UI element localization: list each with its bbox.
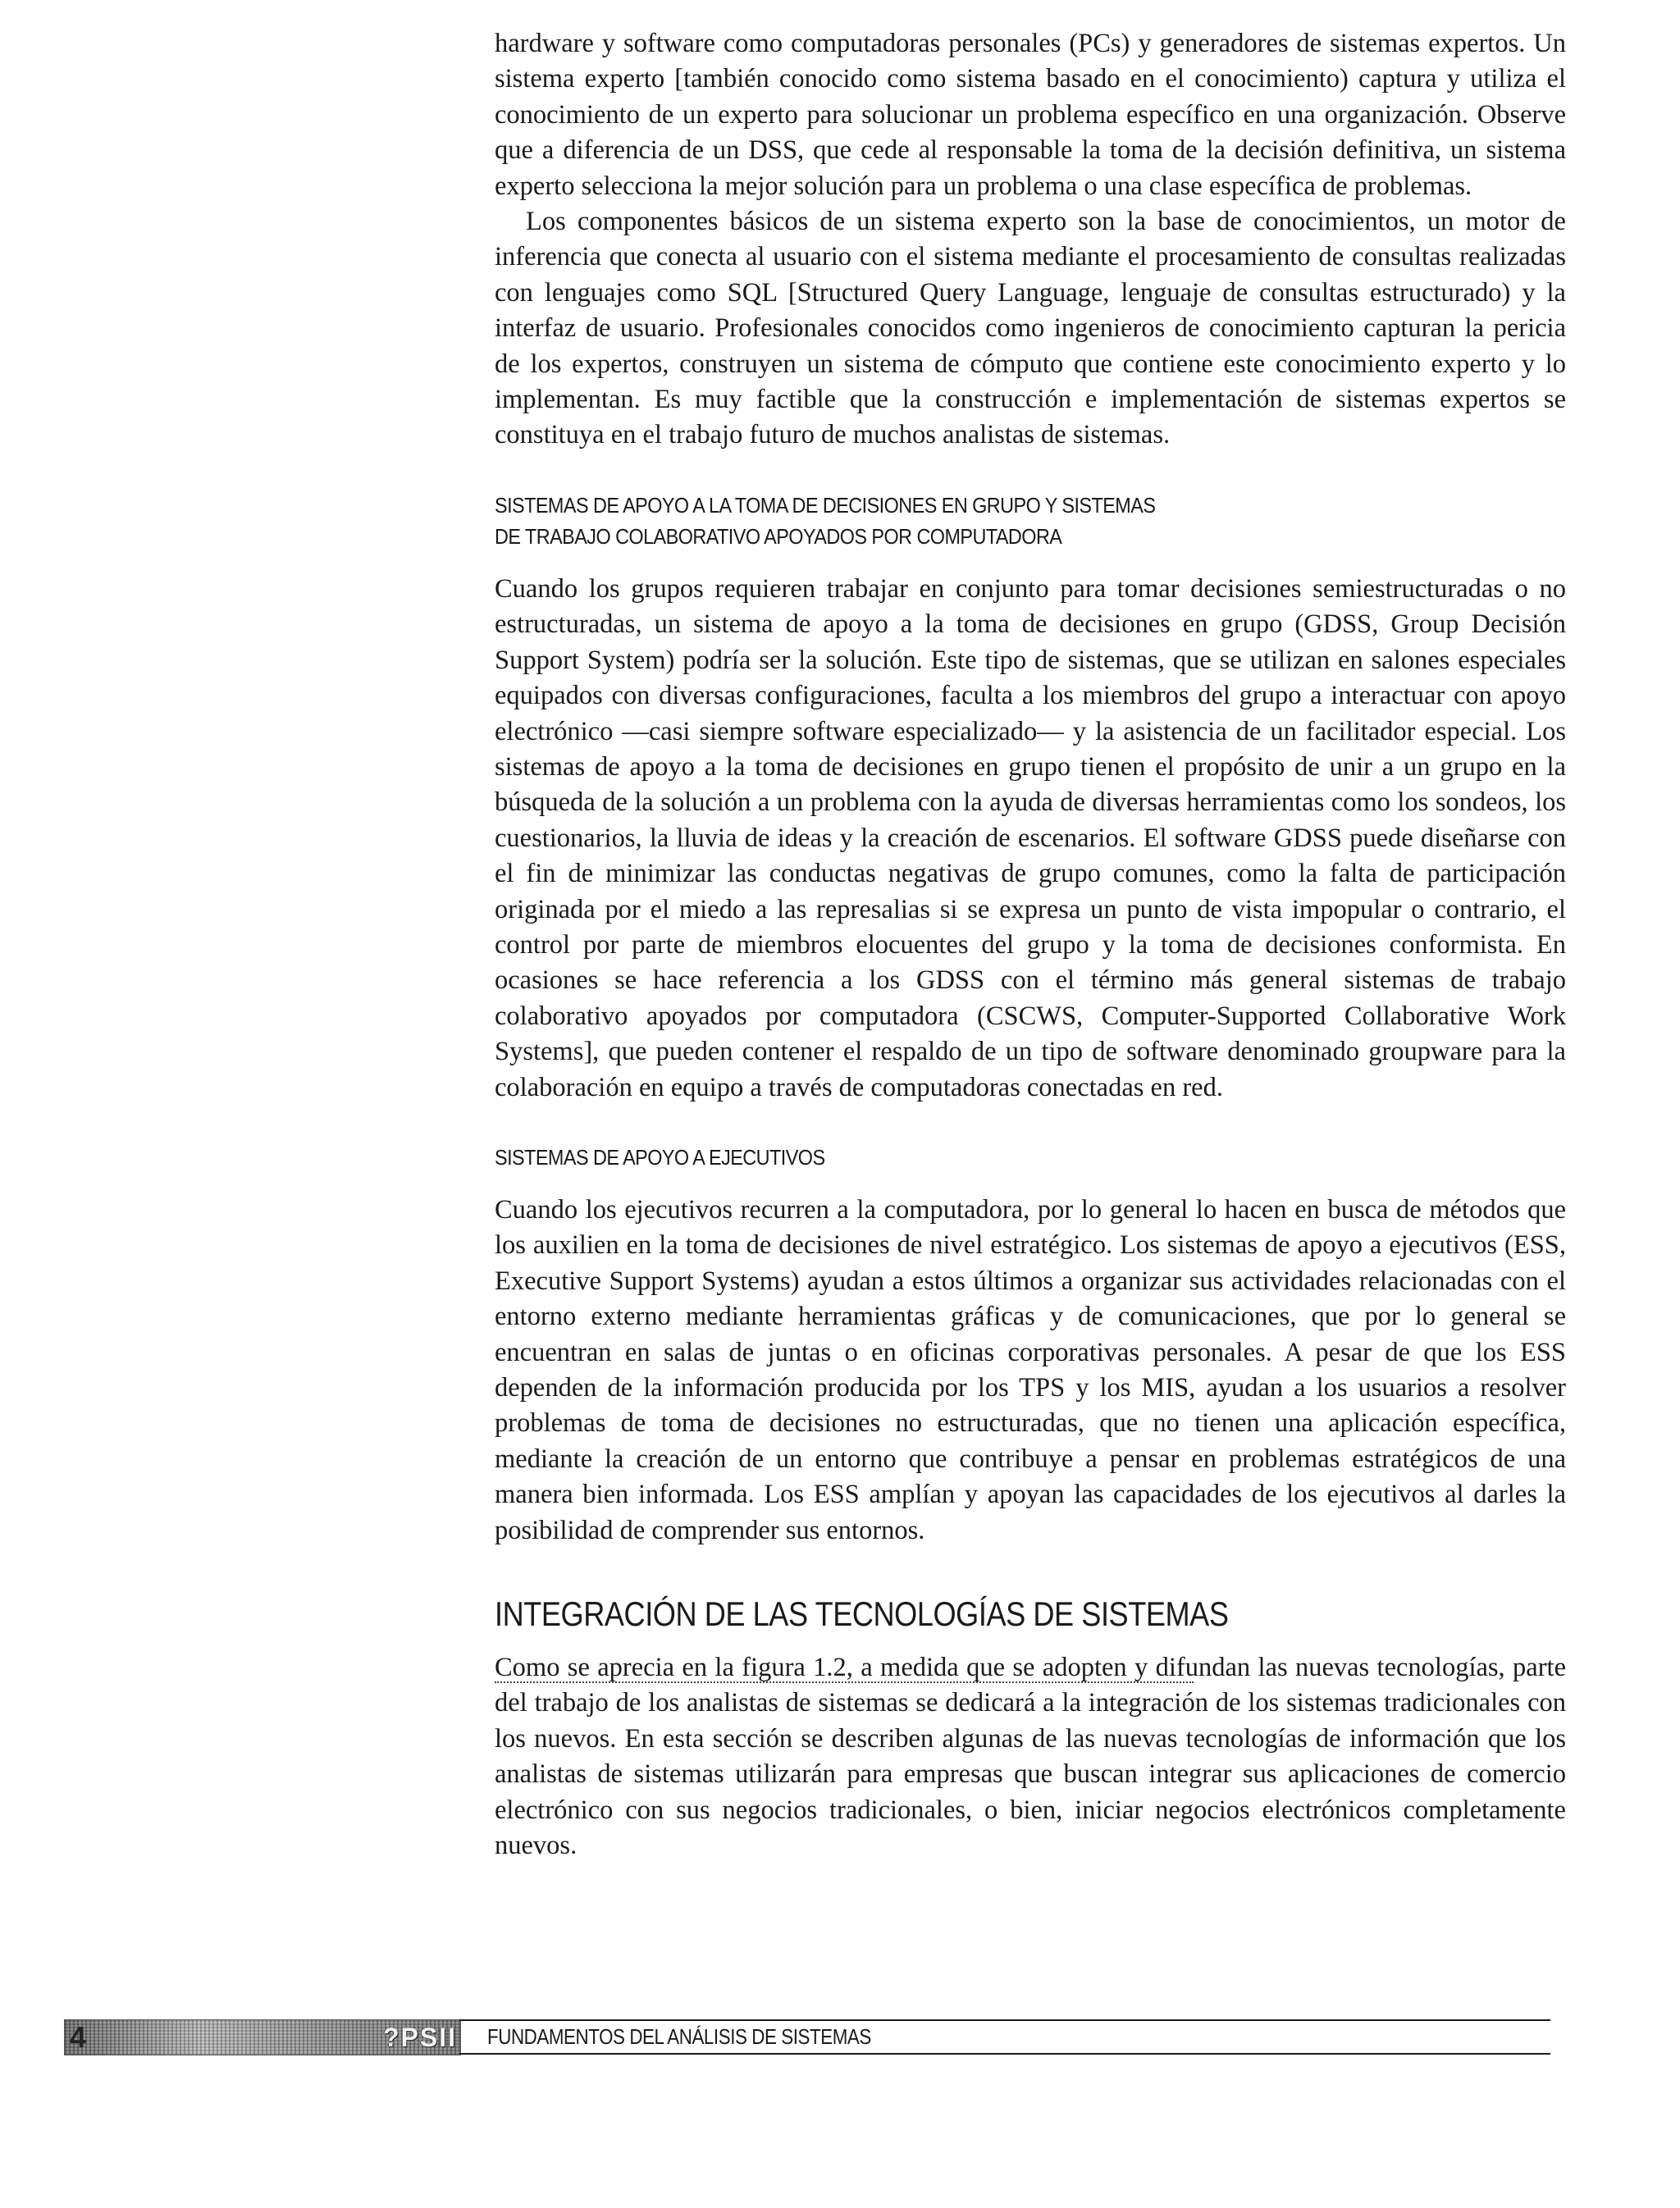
page-number: 4	[70, 2020, 87, 2054]
integration-heading: INTEGRACIÓN DE LAS TECNOLOGÍAS DE SISTEMAS	[495, 1594, 1229, 1634]
paragraph-integration: Como se aprecia en la figura 1.2, a medida que se adopten y difundan las nuevas tecnologías, parte del trabajo de los analistas de sistemas se dedicará a la integración de los sistemas tradicionales con los nuevos. En esta sección se describen algunas de las nuevas tecnologías de información que los analistas de sistemas utilizarán para empresas que buscan integrar sus aplicaciones de comercio electrónico con sus negocios tradicionales, o bien, iniciar negocios electrónicos completamente nuevos.	[495, 1653, 1566, 1861]
paragraph-gdss: Cuando los grupos requieren trabajar en conjunto para tomar decisiones semiestructuradas o no estructuradas, un sistema de apoyo a la toma de decisiones en grupo (GDSS, Group Decisión Support System) podría ser la solución. Este tipo de sistemas, que se utilizan en salones especiales equipados con diversas configuraciones, faculta a los miembros del grupo a interactuar con apoyo electrónico —casi siempre software especializado— y la asistencia de un facilitador especial. Los sistemas de apoyo a la toma de decisiones en grupo tienen el propósito de unir a un grupo en la búsqueda de la solución a un problema con la ayuda de diversas herramientas como los sondeos, los cuestionarios, la lluvia de ideas y la creación de escenarios. El software GDSS puede diseñarse con el fin de minimizar las conductas negativas de grupo comunes, como la falta de participación originada por el miedo a las represalias si se expresa un punto de vista impopular o contrario, el control por parte de miembros elocuentes del grupo y la toma de decisiones conformista. En ocasiones se hace referencia a los GDSS con el término más general sistemas de trabajo colaborativo apoyados por computadora (CSCWS, Computer-Supported Collaborative Work Systems], que pueden contener el respaldo de un tipo de software denominado groupware para la colaboración en equipo a través de computadoras conectadas en red.	[495, 573, 1566, 1102]
ess-heading: SISTEMAS DE APOYO A EJECUTIVOS	[495, 1144, 825, 1170]
footer-rule-top	[459, 2019, 1550, 2021]
footer-page-band	[64, 2019, 461, 2055]
section-divider-dotted-rule	[495, 1681, 1194, 1683]
paragraph-expert-systems-end: hardware y software como computadoras personales (PCs) y generadores de sistemas expertos. Un sistema experto [también conocido como sistema basado en el conocimiento) captura y utiliza el conocimiento de un experto para solucionar un problema específico en una organización. Observe que a diferencia de un DSS, que cede al responsable la toma de la decisión definitiva, un sistema experto selecciona la mejor solución para un problema o una clase específica de problemas.	[495, 29, 1566, 201]
main-text-column	[495, 26, 1566, 1864]
gdss-heading-line-2: DE TRABAJO COLABORATIVO APOYADOS POR COMPUTADORA	[495, 523, 1062, 549]
footer-rule-bottom	[459, 2053, 1550, 2055]
paragraph-expert-system-components: Los componentes básicos de un sistema experto son la base de conocimientos, un motor de inferencia que conecta al usuario con el sistema mediante el procesamiento de consultas realizadas con lenguajes como SQL [Structured Query Language, lenguaje de consultas estructurado) y la interfaz de usuario. Profesionales conocidos como ingenieros de conocimiento capturan la pericia de los expertos, construyen un sistema de cómputo que contiene este conocimiento experto y lo implementan. Es muy factible que la construcción e implementación de sistemas expertos se constituya en el trabajo futuro de muchos analistas de sistemas.	[495, 207, 1566, 450]
part-label: ?PSII	[382, 2023, 457, 2052]
gdss-heading-line-1: SISTEMAS DE APOYO A LA TOMA DE DECISIONES EN GRUPO Y SISTEMAS	[495, 492, 1156, 518]
paragraph-ess: Cuando los ejecutivos recurren a la computadora, por lo general lo hacen en busca de métodos que los auxilien en la toma de decisiones de nivel estratégico. Los sistemas de apoyo a ejecutivos (ESS, Executive Support Systems) ayudan a estos últimos a organizar sus actividades relacionadas con el entorno externo mediante herramientas gráficas y de comunicaciones, que por lo general se encuentran en salas de juntas o en oficinas corporativas personales. A pesar de que los ESS dependen de la información producida por los TPS y los MIS, ayudan a los usuarios a resolver problemas de toma de decisiones no estructuradas, que no tienen una aplicación específica, mediante la creación de un entorno que contribuye a pensar en problemas estratégicos de una manera bien informada. Los ESS amplían y apoyan las capacidades de los ejecutivos al darles la posibilidad de comprender sus entornos.	[495, 1194, 1566, 1545]
running-footer-title: FUNDAMENTOS DEL ANÁLISIS DE SISTEMAS	[487, 2024, 871, 2049]
